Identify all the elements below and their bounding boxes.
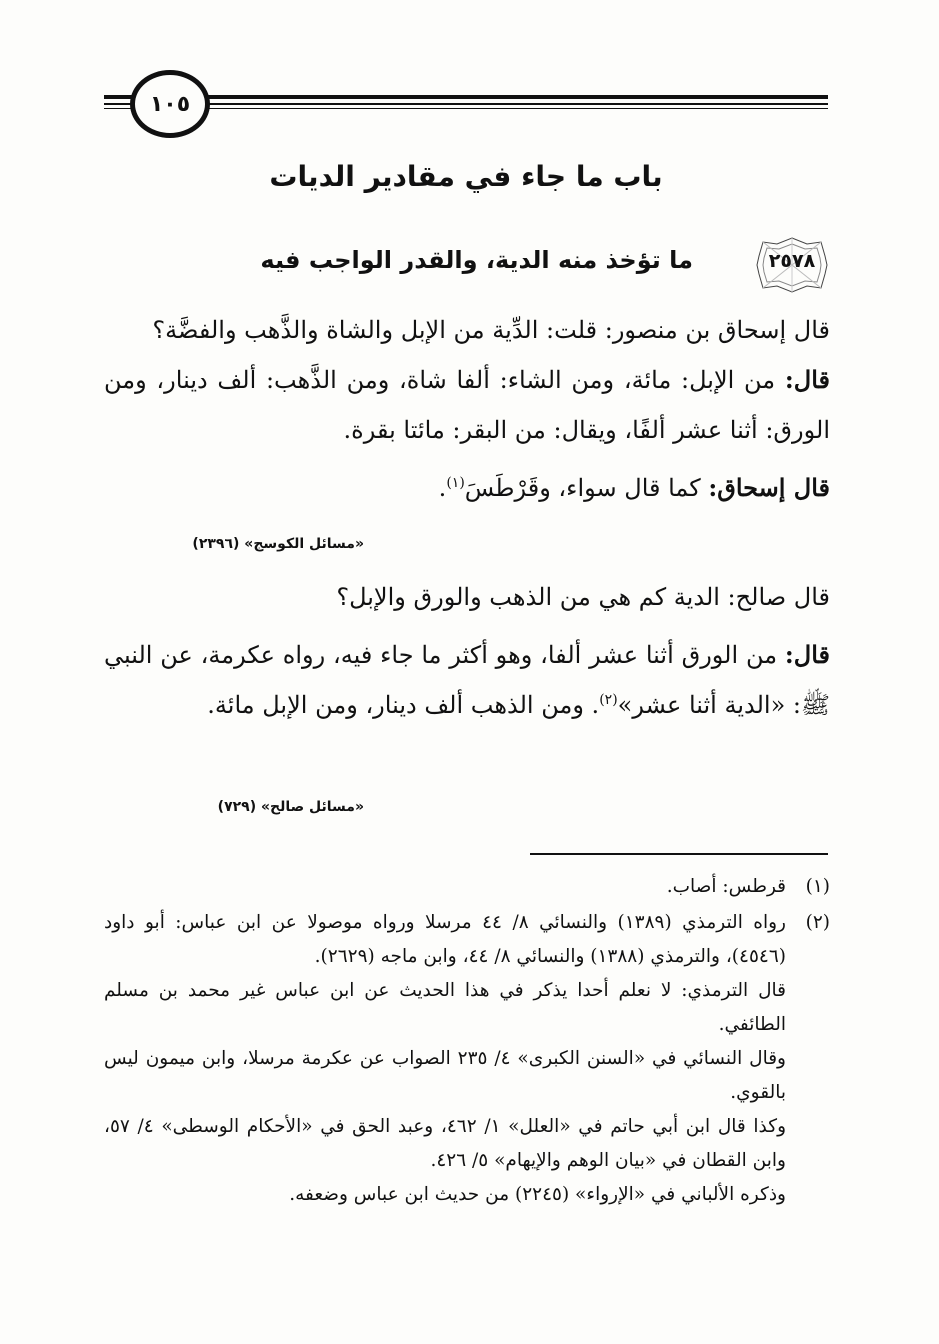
issue-heading xyxy=(104,236,829,296)
footnote-ref-2[interactable]: (٢) xyxy=(599,692,618,708)
header-rule-medium xyxy=(104,103,828,105)
page-number: ١٠٥ xyxy=(130,70,210,138)
chapter-title: باب ما جاء في مقادير الديات xyxy=(269,160,663,193)
answer-text: من الإبل: مائة، ومن الشاء: ألفا شاة، ومن الذَّهب: ألف دينار، ومن الورق: أثنا عشر ألفًا، ويقال: من البقر: مائتا بقرة. xyxy=(104,366,830,444)
header-rule-thick xyxy=(104,95,828,99)
answer-text-2a: من الورق أثنا عشر ألفا، وهو أكثر ما جاء فيه، رواه عكرمة، عن النبي ﷺ: «الدية أثنا عشر» xyxy=(104,641,830,719)
footnote-ref-1[interactable]: (١) xyxy=(446,475,465,491)
issue-title: ما تؤخذ منه الدية، والقدر الواجب فيه xyxy=(260,246,693,274)
footnote-line: وذكره الألباني في «الإرواء» (٢٢٤٥) من حديث ابن عباس وضعفه. xyxy=(289,1184,786,1205)
footnote-2 xyxy=(104,906,830,1212)
answer-text-2b: . ومن الذهب ألف دينار، ومن الإبل مائة. xyxy=(207,691,600,719)
ishaq-label: قال إسحاق: xyxy=(708,473,830,502)
footnote-line: وكذا قال ابن أبي حاتم في «العلل» ١/ ٤٦٢، وعبد الحق في «الأحكام الوسطى» ٤/ ٥٧، وابن القطان في «بيان الوهم والإيهام» ٥/ ٤٢٦. xyxy=(104,1116,787,1171)
ishaq-text: كما قال سواء، وقَرْطَسَ xyxy=(464,474,701,502)
source-citation-kawsaj: «مسائل الكوسج» (٢٣٩٦) xyxy=(192,536,364,552)
footnote-separator xyxy=(530,853,828,855)
ishaq-end: . xyxy=(438,474,447,502)
issue-number: ٢٥٧٨ xyxy=(768,250,816,272)
answer-paragraph-2 xyxy=(104,630,830,730)
footnote-line: قرطس: أصاب. xyxy=(666,876,786,897)
ishaq-comment xyxy=(104,463,830,513)
answer-paragraph-1 xyxy=(104,355,830,455)
source-citation-salih: «مسائل صالح» (٧٢٩) xyxy=(217,799,364,815)
footnote-line: وقال النسائي في «السنن الكبرى» ٤/ ٢٣٥ الصواب عن عكرمة مرسلا، وابن ميمون ليس بالقوي. xyxy=(104,1048,786,1103)
footnote-number: (٢) xyxy=(805,912,830,933)
header-rule-thin xyxy=(104,108,828,109)
footnote-line: قال الترمذي: لا نعلم أحدا يذكر في هذا الحديث عن ابن عباس غير محمد بن مسلم الطائفي. xyxy=(104,980,786,1035)
footnote-1 xyxy=(104,870,830,904)
ornament-frame-icon xyxy=(755,236,829,294)
question-ishaq: قال إسحاق بن منصور: قلت: الدِّية من الإبل والشاة والذَّهب والفضَّة؟ xyxy=(152,316,830,344)
answer-label-2: قال: xyxy=(784,640,830,669)
question-salih: قال صالح: الدية كم هي من الذهب والورق والإبل؟ xyxy=(336,583,830,611)
footnote-line: رواه الترمذي (١٣٨٩) والنسائي ٨/ ٤٤ مرسلا ورواه موصولا عن ابن عباس: أبو داود (٤٥٤٦)، والترمذي (١٣٨٨) والنسائي ٨/ ٤٤، وابن ماجه (٢٦٢٩). xyxy=(104,912,786,967)
footnote-number: (١) xyxy=(805,876,830,897)
answer-label: قال: xyxy=(784,365,830,394)
